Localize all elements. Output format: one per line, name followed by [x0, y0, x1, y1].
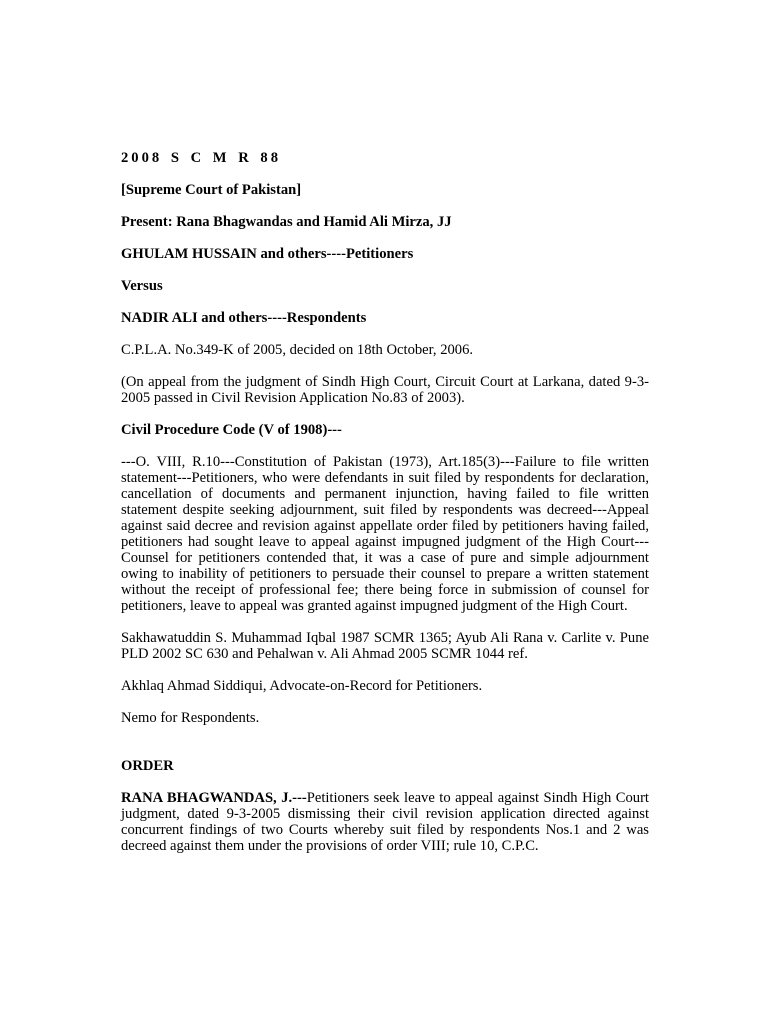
case-citation: 2008 S C M R 88	[121, 150, 281, 166]
respondents-line: NADIR ALI and others----Respondents	[121, 310, 367, 326]
order-judge-name: RANA BHAGWANDAS, J.---	[121, 790, 307, 806]
case-number: C.P.L.A. No.349-K of 2005, decided on 18th October, 2006.	[121, 342, 474, 358]
order-paragraph	[121, 790, 649, 854]
order-heading: ORDER	[121, 758, 174, 774]
document-page	[121, 150, 649, 870]
headnote-paragraph: ---O. VIII, R.10---Constitution of Pakistan (1973), Art.185(3)---Failure to file written statement---Petitioners, who were defendants in suit filed by respondents for declaration, cancellation of documents and permanent injunction, having failed to file written statement despite seeking adjournment, suit filed by respondents was decreed---Appeal against said decree and revision against appellate order filed by petitioners having failed, petitioners had sought leave to appeal against impugned judgment of the High Court---Counsel for petitioners contended that, it was a case of pure and simple adjournment owing to inability of petitioners to persuade their counsel to prepare a written statement without the receipt of professional fee; there being force in submission of counsel for petitioners, leave to appeal was granted against impugned judgment of the High Court.	[121, 454, 649, 614]
bench-present: Present: Rana Bhagwandas and Hamid Ali Mirza, JJ	[121, 214, 452, 230]
references-paragraph: Sakhawatuddin S. Muhammad Iqbal 1987 SCMR 1365; Ayub Ali Rana v. Carlite v. Pune PLD 2002 SC 630 and Pehalwan v. Ali Ahmad 2005 SCMR 1044 ref.	[121, 630, 649, 662]
order-text: Petitioners seek leave to appeal against Sindh High Court judgment, dated 9-3-2005 dismissing their civil revision application directed against concurrent findings of two Courts whereby suit filed by respondents Nos.1 and 2 was decreed against them under the provisions of order VIII; rule 10, C.P.C.	[121, 790, 649, 854]
statute-heading: Civil Procedure Code (V of 1908)---	[121, 422, 342, 438]
petitioners-line: GHULAM HUSSAIN and others----Petitioners	[121, 246, 414, 262]
court-name: [Supreme Court of Pakistan]	[121, 182, 302, 198]
respondents-counsel: Nemo for Respondents.	[121, 710, 260, 726]
appeal-note: (On appeal from the judgment of Sindh High Court, Circuit Court at Larkana, dated 9-3-2005 passed in Civil Revision Application No.83 of 2003).	[121, 374, 649, 406]
petitioners-counsel: Akhlaq Ahmad Siddiqui, Advocate-on-Record for Petitioners.	[121, 678, 483, 694]
versus-line: Versus	[121, 278, 163, 294]
